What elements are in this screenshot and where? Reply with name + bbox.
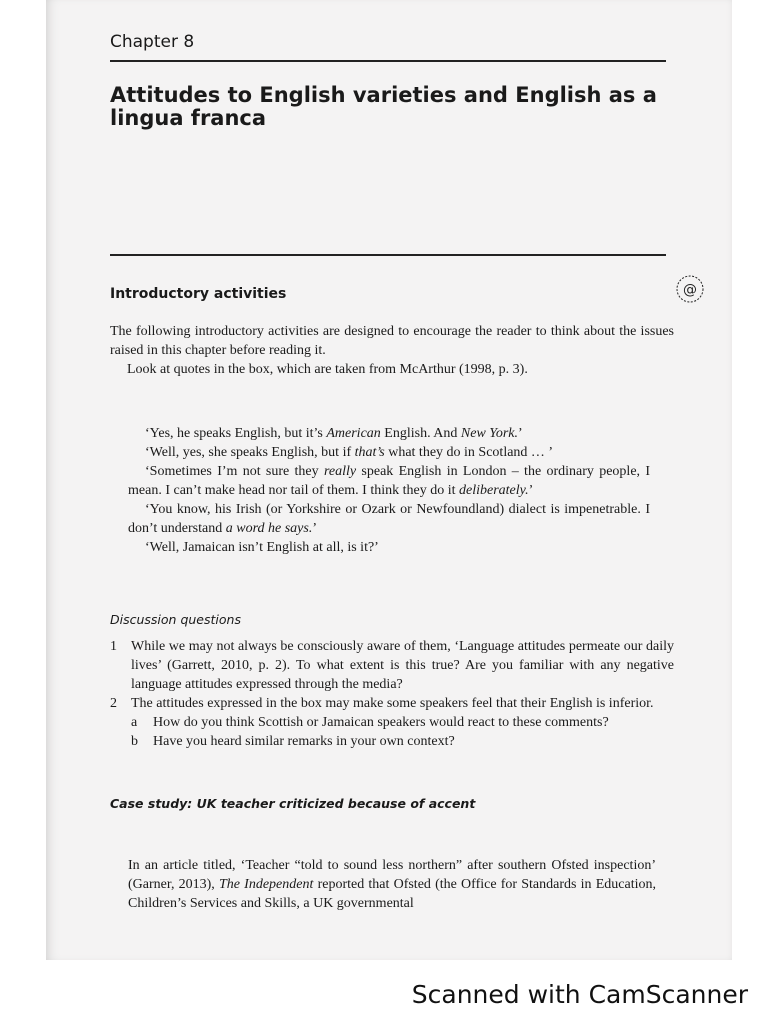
case-study-heading: Case study: UK teacher criticized because of accent	[110, 796, 476, 811]
introductory-heading: Introductory activities	[110, 286, 287, 302]
sub-question-b	[131, 732, 674, 751]
italic-text: The Independent	[219, 877, 314, 892]
italic-text: deliberately.	[458, 483, 529, 498]
italic-text: New York.	[460, 426, 518, 441]
quote-line	[128, 538, 650, 557]
svg-text:@: @	[683, 282, 697, 298]
case-study-paragraph	[128, 856, 656, 913]
text-run: In an article titled, ‘Teacher “told to sound less northern” after southern Ofsted inspection’ (Garner, 2013),	[128, 858, 656, 892]
quote-box	[128, 424, 650, 557]
quote-line	[128, 500, 650, 538]
quote-line	[128, 443, 650, 462]
text-run: ’	[517, 426, 523, 441]
question-1	[110, 637, 674, 694]
question-2	[110, 694, 674, 751]
discussion-list	[110, 637, 674, 751]
text-run: ’	[312, 521, 317, 536]
intro-paragraph-2: Look at quotes in the box, which are taken from McArthur (1998, p. 3).	[127, 362, 528, 377]
text-run: ‘Well, Jamaican isn’t English at all, is it?’	[145, 540, 379, 555]
text-run: ’	[528, 483, 534, 498]
chapter-rule	[110, 60, 666, 62]
quote-line	[128, 462, 650, 500]
text-run: English. And	[380, 426, 461, 441]
title-rule	[110, 254, 666, 256]
text-run: ‘Well, yes, she speaks English, but if	[145, 445, 355, 460]
text-run: speak English in London – the ordinary people, I mean. I can’t make head nor tail of them. I think they do it	[128, 464, 650, 498]
question-text: While we may not always be consciously aware of them, ‘Language attitudes permeate our daily lives’ (Garrett, 2010, p. 2). To what extent is this true? Are you familiar with any negative language attitudes expressed through the media?	[131, 639, 674, 692]
quote-line	[128, 424, 650, 443]
intro-paragraph-1: The following introductory activities are designed to encourage the reader to think about the issues raised in this chapter before reading it.	[110, 324, 674, 358]
sub-question-list	[131, 713, 674, 751]
question-text: The attitudes expressed in the box may make some speakers feel that their English is inferior.	[131, 696, 654, 711]
discussion-heading: Discussion questions	[110, 612, 241, 627]
text-run: reported that Ofsted (the Office for Standards in Education, Children’s Services and Skills, a UK governmental	[128, 877, 656, 911]
question-number: 1	[110, 639, 117, 654]
question-number: 2	[110, 696, 117, 711]
text-run: ‘You know, his Irish (or Yorkshire or Ozark or Newfoundland) dialect is impenetrable. I don’t understand	[128, 502, 650, 536]
italic-text: American	[326, 426, 381, 441]
sub-question-a	[131, 713, 674, 732]
sub-question-text: How do you think Scottish or Jamaican speakers would react to these comments?	[153, 715, 609, 730]
text-run: ‘Sometimes I’m not sure they	[145, 464, 324, 479]
companion-website-icon	[675, 274, 705, 304]
italic-text: really	[323, 464, 357, 479]
text-run: what they do in Scotland … ’	[384, 445, 554, 460]
italic-text: that’s	[354, 445, 385, 460]
camscanner-watermark: Scanned with CamScanner	[411, 980, 748, 1009]
text-run: ‘Yes, he speaks English, but it’s	[145, 426, 327, 441]
chapter-title: Attitudes to English varieties and English as a lingua franca	[110, 83, 657, 130]
sub-question-text: Have you heard similar remarks in your own context?	[153, 734, 455, 749]
sub-question-letter: b	[131, 734, 138, 749]
sub-question-letter: a	[131, 715, 138, 730]
italic-text: a word he says.	[225, 521, 313, 536]
chapter-label: Chapter 8	[110, 32, 195, 52]
